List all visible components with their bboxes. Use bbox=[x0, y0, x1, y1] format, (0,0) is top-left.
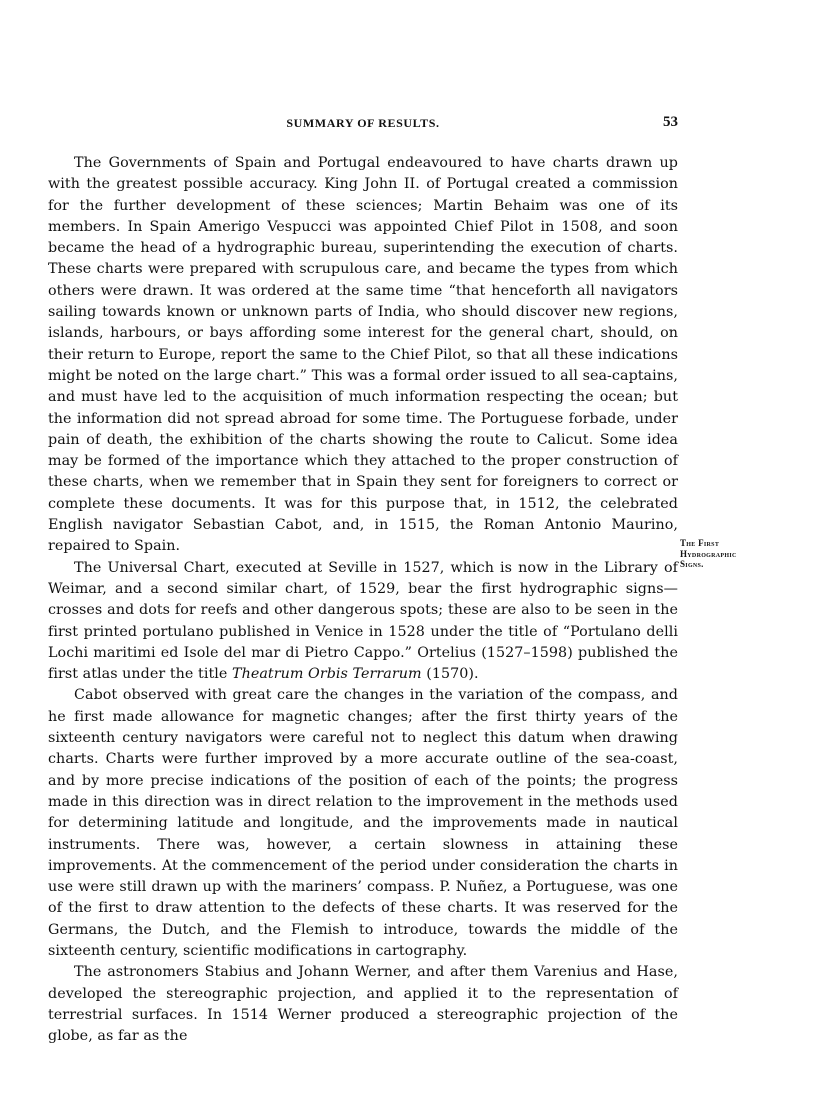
atlas-title: Theatrum Orbis Terrarum bbox=[231, 666, 422, 683]
paragraph-charts-accuracy: The Governments of Spain and Portugal endeavoured to have charts drawn up with the greatest possible accuracy. King John II. of Portugal created a commission for the further development of these sciences; Martin Behaim was one of its members. In Spain Amerigo Vespucci was appointed Chief Pilot in 1508, and soon became the head of a hydrographic bureau, superintending the execution of charts. These charts were prepared with scrupulous care, and became the types from which others were drawn. It was ordered at the same time “that henceforth all navigators sailing towards known or unknown parts of India, who should discover new regions, islands, harbours, or bays affording some interest for the general chart, should, on their return to Europe, report the same to the Chief Pilot, so that all these indications might be noted on the large chart.” This was a formal order issued to all sea-captains, and must have led to the acquisition of much information respecting the ocean; but the information did not spread abroad for some time. The Portuguese forbade, under pain of death, the exhibition of the charts showing the route to Calicut. Some idea may be formed of the importance which they attached to the proper construction of these charts, when we remember that in Spain they sent for foreigners to correct or complete these documents. It was for this purpose that, in 1512, the celebrated English navigator Sebastian Cabot, and, in 1515, the Roman Antonio Maurino, repaired to Spain. bbox=[48, 155, 678, 555]
sidenote-line: The First bbox=[680, 538, 720, 548]
sidenote-line: Signs. bbox=[680, 559, 704, 569]
page-number: 53 bbox=[663, 114, 678, 130]
paragraph-stereographic: The astronomers Stabius and Johann Werner, and after them Varenius and Hase, developed the stereographic projection, and applied it to the representation of terrestrial surfaces. In 1514 Werner produced a stereographic projection of the globe, as far as the bbox=[48, 964, 678, 1045]
body-text bbox=[48, 153, 678, 1047]
page-header bbox=[48, 116, 678, 136]
paragraph-text: The Universal Chart, executed at Seville in 1527, which is now in the Library of Weimar, and a second similar chart, of 1529, bear the first hydrographic signs—crosses and dots for reefs and other dangerous spots; these are also to be seen in the first printed portulano published in Venice in 1528 under the title of “Portulano delli Lochi maritimi ed Isole del mar di Pietro Cappo.” Ortelius (1527–1598) published the first atlas under the title bbox=[48, 559, 678, 683]
paragraph-cabot-compass: Cabot observed with great care the changes in the variation of the compass, and he first made allowance for magnetic changes; after the first thirty years of the sixteenth century navigators were careful not to neglect this datum when drawing charts. Charts were further improved by a more accurate outline of the sea-coast, and by more precise indications of the position of each of the points; the progress made in this direction was in direct relation to the improvement in the methods used for determining latitude and longitude, and the improvements made in nautical instruments. There was, however, a certain slowness in attaining these improvements. At the commencement of the period under consideration the charts in use were still drawn up with the mariners’ compass. P. Nuñez, a Portuguese, was one of the first to draw attention to the defects of these charts. It was reserved for the Germans, the Dutch, and the Flemish to introduce, towards the middle of the sixteenth century, scientific modifications in cartography. bbox=[48, 687, 678, 959]
paragraph-universal-chart bbox=[48, 558, 678, 686]
running-title: SUMMARY OF RESULTS. bbox=[286, 116, 440, 130]
sidenote-line: Hydrographic bbox=[680, 548, 737, 559]
paragraph-text: (1570). bbox=[421, 666, 479, 683]
margin-sidenote bbox=[680, 538, 820, 570]
